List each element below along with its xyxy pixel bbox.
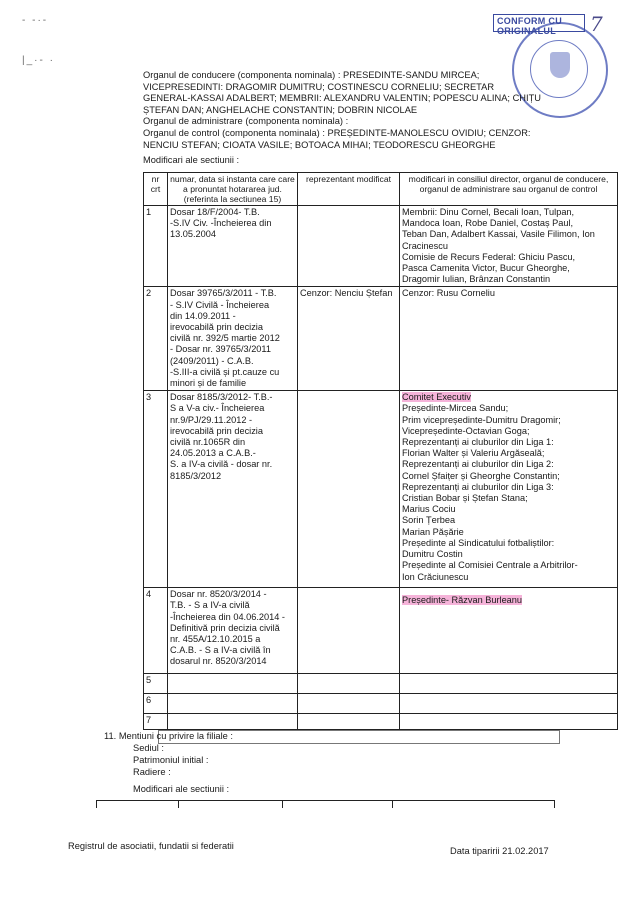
modification-line: Marius Cociu [402,504,456,515]
sediu-label: Sediul : [133,743,165,753]
reference-line: nr. 455A/12.10.2015 a [170,634,261,645]
reference-line: civilă nr.1065R din [170,437,246,448]
modification-line: Comisie de Recurs Federal: Ghiciu Pascu, [402,251,576,262]
table-row [144,674,618,694]
reference-line: 24.05.2013 a C.A.B.- [170,448,256,459]
row-modifications [400,391,618,588]
reference-line: S a V-a civ.- Încheierea [170,403,265,414]
patrimoniu-label: Patrimoniul initial : [133,755,209,765]
row-number: 1 [144,206,168,287]
divider [178,800,179,808]
reference-line: Dosar 18/F/2004- T.B. [170,207,260,217]
header-line: Organul de administrare (componenta nominala) : [143,116,349,127]
table-row [144,694,618,714]
reference-line: irevocabilă prin decizia [170,322,263,333]
reference-line: T.B. - S a IV-a civilă [170,600,250,611]
reference-line: (2409/2011) - C.A.B. [170,355,254,366]
reference-line: nr.9/PJ/29.11.2012 - [170,414,253,425]
modification-line: Pasca Camenita Victor, Bucur Gheorghe, [402,263,570,274]
header-line: GENERAL-KASSAI ADALBERT; MEMBRII: ALEXANDRU VALENTIN; POPESCU ALINA; CHIȚU [143,93,541,104]
reference-line: -S.IV Civ. -Încheierea din [170,218,272,229]
modification-line: Sorin Țerbea [402,515,456,526]
row-number: 2 [144,287,168,391]
modification-line: Ion Crăciunescu [402,571,469,582]
row-representative: Cenzor: Nenciu Ștefan [298,287,400,391]
modification-line: Președinte-Mircea Sandu; [402,403,509,414]
modification-line: Florian Walter și Valeriu Argăseală; [402,448,545,459]
row-modifications [400,694,618,714]
reference-line: din 14.09.2011 - [170,310,236,321]
table-row [144,206,618,287]
row-representative [298,714,400,730]
bottom-table-line [96,800,554,801]
footer-print-date: Data tiparirii 21.02.2017 [450,846,549,856]
modification-line: Dumitru Costin [402,549,463,560]
reference-line: Dosar 39765/3/2011 - T.B. [170,288,277,299]
table-row [144,588,618,674]
reference-line: civilă nr. 392/5 martie 2012 [170,333,280,344]
modification-line: Reprezentanți ai cluburilor din Liga 2: [402,459,554,470]
row-modifications [400,714,618,730]
modification-line: Cristian Bobar și Ștefan Stana; [402,493,528,504]
reference-line: Dosar nr. 8520/3/2014 - [170,589,267,600]
section11-modifications-label: Modificari ale sectiunii : [133,784,230,794]
modification-line: Teban Dan, Adalbert Kassai, Vasile Filimon, Ion [402,229,595,240]
header-line: VICEPRESEDINTI: DRAGOMIR DUMITRU; COSTINESCU CORNELIU; SECRETAR [143,81,495,92]
row-reference [168,694,298,714]
reference-line: S. a IV-a civilă - dosar nr. [170,459,273,470]
row-modifications [400,206,618,287]
modification-line: Președinte al Comisiei Centrale a Arbitrilor- [402,560,578,571]
row-number: 4 [144,588,168,674]
row-representative [298,588,400,674]
modification-line: Dragomir Iulian, Brânzan Constantin [402,274,551,285]
row-representative [298,674,400,694]
reference-line: - Dosar nr. 39765/3/2011 [170,344,271,355]
row-reference [168,588,298,674]
modification-line: Vicepreședinte-Octavian Goga; [402,425,530,436]
modification-line: Reprezentanți ai cluburilor din Liga 1: [402,437,554,448]
row-number: 6 [144,694,168,714]
reference-line: C.A.B. - S a IV-a civilă în [170,645,271,656]
reference-line: Definitivă prin decizia civilă [170,622,280,633]
row-representative [298,206,400,287]
header-modifications: modificari in consiliul director, organul de conducere, organul de administrare sau organul de control [400,173,618,206]
reference-line: Dosar 8185/3/2012- T.B.- [170,392,273,403]
modification-line: Cornel Șfaițer și Gheorghe Constantin; [402,470,560,481]
table-row [144,287,618,391]
reference-line: dosarul nr. 8520/3/2014 [170,656,267,667]
header-reference: numar, data si instanta care care a pronuntat hotararea jud.(referinta la sectiunea 15) [168,173,298,206]
scan-mark: - -·- [22,15,49,26]
divider [282,800,283,808]
table-header-row [144,173,618,206]
scan-mark: |_·- · [22,55,55,66]
header-representative: reprezentant modificat [298,173,400,206]
modification-line: Prim vicepreședinte-Dumitru Dragomir; [402,414,561,425]
row-number: 3 [144,391,168,588]
coat-of-arms-icon [550,52,570,78]
footer-registry: Registrul de asociatii, fundatii si federatii [68,841,234,851]
reference-line: minori și de familie [170,378,247,389]
modification-line: Cenzor: Rusu Corneliu [402,288,495,299]
row-reference [168,674,298,694]
row-reference [168,714,298,730]
modification-line: Membrii: Dinu Cornel, Becali Ioan, Tulpan, [402,207,575,217]
modification-line: Reprezentanți ai cluburilor din Liga 3: [402,481,554,492]
row-number: 5 [144,674,168,694]
reference-line: 8185/3/2012 [170,470,222,481]
conform-stamp: CONFORM CU ORIGINALUL [493,14,585,32]
highlighted-text: Președinte- Răzvan Burleanu [402,595,523,606]
row-reference [168,206,298,287]
modification-line: Președinte al Sindicatului fotbaliștilor: [402,537,555,548]
section-label: Modificari ale sectiunii : [143,155,240,165]
section11-title: 11. Mentiuni cu privire la filiale : [104,731,234,741]
header-nr: nr crt [144,173,168,206]
row-reference [168,287,298,391]
reference-line: - S.IV Civilă - Încheierea [170,299,270,310]
modification-line: Mandoca Ioan, Robe Daniel, Costaș Paul, [402,218,574,229]
divider [392,800,393,808]
row-modifications [400,674,618,694]
divider [96,800,97,808]
header-line: Organul de control (componenta nominala) : PREȘEDINTE-MANOLESCU OVIDIU; CENZOR: [143,128,531,138]
row-representative [298,694,400,714]
row-modifications [400,588,618,674]
divider [554,800,555,808]
table-row [144,714,618,730]
reference-line: 13.05.2004 [170,229,216,240]
modification-line: Marian Pășărie [402,526,464,537]
highlighted-text: Comitet Executiv [402,392,471,403]
table-row [144,391,618,588]
header-line: NENCIU STEFAN; CIOATA VASILE; BOTOACA MIHAI; TEODORESCU GHEORGHE [143,139,496,150]
modifications-table [143,172,618,730]
header-line: Organul de conducere (componenta nominala) : PRESEDINTE-SANDU MIRCEA; [143,70,480,80]
header-line: ȘTEFAN DAN; ANGHELACHE CONSTANTIN; DOBRIN NICOLAE [143,104,418,115]
modification-line: Cracinescu [402,240,448,251]
row-modifications [400,287,618,391]
row-representative [298,391,400,588]
row-reference [168,391,298,588]
reference-line: -Încheierea din 04.06.2014 - [170,611,285,622]
reference-line: irevocabilă prin decizia [170,425,263,436]
reference-line: -S.III-a civilă și pt.cauze cu [170,366,280,377]
page-number: 7 [590,12,603,36]
row-number: 7 [144,714,168,730]
radiere-label: Radiere : [133,767,171,777]
